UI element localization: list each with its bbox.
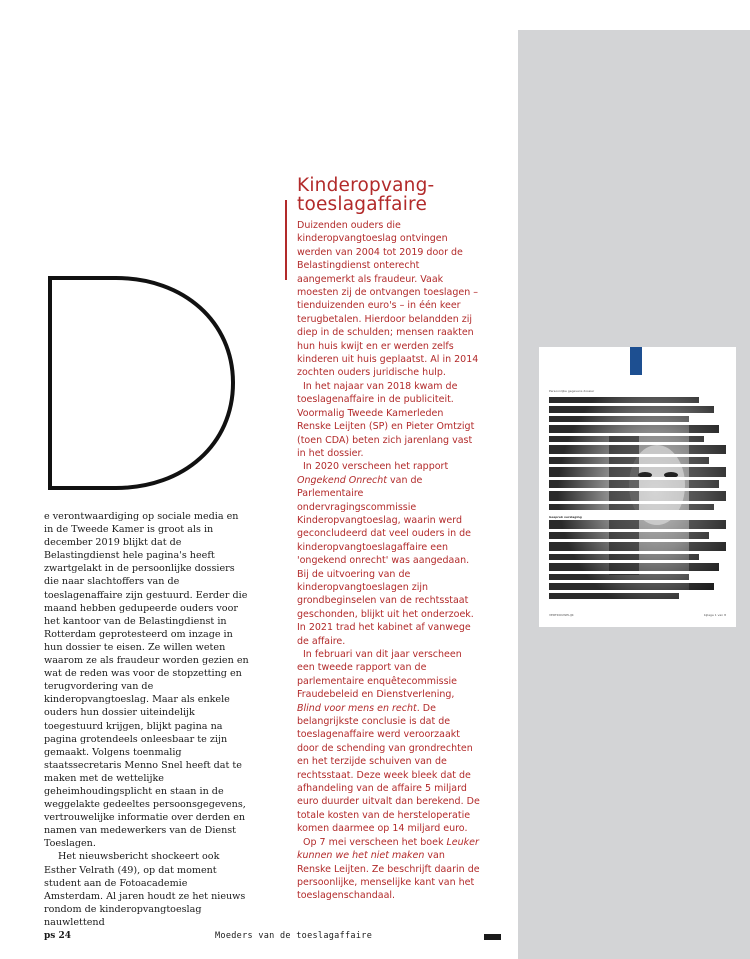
dossier-subheader: Gesprek verslaging xyxy=(549,515,582,519)
sidebar-body xyxy=(297,219,480,903)
dossier-footer-left: VERTROUWELIJK xyxy=(549,613,574,617)
sidebar-paragraph: Op 7 mei verscheen het boek Leuker kunnen we het niet maken van Renske Leijten. Ze beschrijft daarin de persoonlijke, menselijke kant van het toeslagenschandaal. xyxy=(297,836,480,902)
report-title: Ongekend Onrecht xyxy=(297,474,388,486)
article-left-column xyxy=(44,510,249,929)
dossier-footer-right: bijlage 1 van 8 xyxy=(703,613,726,617)
sidebar-paragraph: In 2020 verscheen het rapport Ongekend Onrecht van de Parlementaire ondervragingscommissie Kinderopvangtoeslag, waarin werd geconcludeerd dat veel ouders in de kinderopvangtoeslagaffaire een 'ongekend onrecht' was aangedaan. Bij de uitvoering van de kinderopvangtoeslagen zijn grondbeginselen van de rechtsstaat geschonden, blijkt uit het onderzoek. In 2021 trad het kabinet af vanwege de affaire. xyxy=(297,461,474,647)
report-title: Blind voor mens en recht xyxy=(297,702,417,714)
redacted-dossier-photo xyxy=(539,347,736,627)
footer-marker xyxy=(484,934,501,940)
redacted-face-image xyxy=(549,395,726,610)
folder-tab xyxy=(630,347,642,375)
sidebar-paragraph: In het najaar van 2018 kwam de toeslagenaffaire in de publiciteit. Voormalig Tweede Kamerleden Renske Leijten (SP) en Pieter Omtzigt (toen CDA) beten zich jarenlang vast in het dossier. xyxy=(297,380,475,459)
sidebar-rule xyxy=(285,200,287,280)
body-paragraph: e verontwaardiging op sociale media en in de Tweede Kamer is groot als in december 2019 blijkt dat de Belastingdienst hele pagina's heeft zwartgelakt in de persoonlijke dossiers die naar slachtoffers van de toeslagenaffaire zijn gestuurd. Eerder die maand hebben gedupeerde ouders voor het kantoor van de Belastingdienst in Rotterdam geprotesteerd om inzage in hun dossier te eisen. Ze willen weten waarom ze als fraudeur worden gezien en wat de reden was voor de stopzetting en terugvordering van de kinderopvangtoeslag. Maar als enkele ouders hun dossier uiteindelijk toegestuurd krijgen, blijkt pagina na pagina grotendeels onleesbaar te zijn gemaakt. Volgens toenmalig staatssecretaris Menno Snel heeft dat te maken met de wettelijke geheimhoudingsplicht en staan in de weggelakte gedeeltes persoonsgegevens, vertrouwelijke informatie over derden en namen van medewerkers van de Dienst Toeslagen. xyxy=(44,511,249,850)
sidebar-paragraph: In februari van dit jaar verscheen een tweede rapport van de parlementaire enquêtecommissie Fraudebeleid en Dienstverlening, Blind voor mens en recht. De belangrijkste conclusie is dat de toeslagenaffaire werd veroorzaakt door de schending van grondrechten en het terzijde schuiven van de rechtsstaat. Deze week bleek dat de afhandeling van de affaire 5 miljard euro duurder uitvalt dan berekend. De totale kosten van de hersteloperatie komen daarmee op 14 miljard euro. xyxy=(297,649,480,835)
body-paragraph: Het nieuwsbericht shockeert ook Esther Velrath (49), op dat moment student aan de Fotoacademie Amsterdam. Al jaren houdt ze het nieuws rondom de kinderopvangtoeslag nauwlettend xyxy=(44,851,246,928)
sidebar-title: Kinderopvang- toeslagaffaire xyxy=(297,175,435,215)
dropcap-letter xyxy=(44,272,239,494)
dossier-header: Persoonlijke gegevens dossier xyxy=(549,389,595,393)
page-number: ps 24 xyxy=(44,931,72,941)
sidebar-paragraph: Duizenden ouders die kinderopvangtoeslag ontvingen werden van 2004 tot 2019 door de Belastingdienst onterecht aangemerkt als fraudeur. Vaak moesten zij de ontvangen toeslagen – tienduizenden euro's – in één keer terugbetalen. Hierdoor belandden zij diep in de schulden; mensen raakten hun huis kwijt en er werden zelfs kinderen uit huis geplaatst. Al in 2014 zochten ouders juridische hulp. xyxy=(297,220,479,379)
running-title: Moeders van de toeslagaffaire xyxy=(215,931,373,941)
sidebar-box xyxy=(297,176,480,903)
book-title: Leuker kunnen we het niet maken xyxy=(297,836,479,862)
